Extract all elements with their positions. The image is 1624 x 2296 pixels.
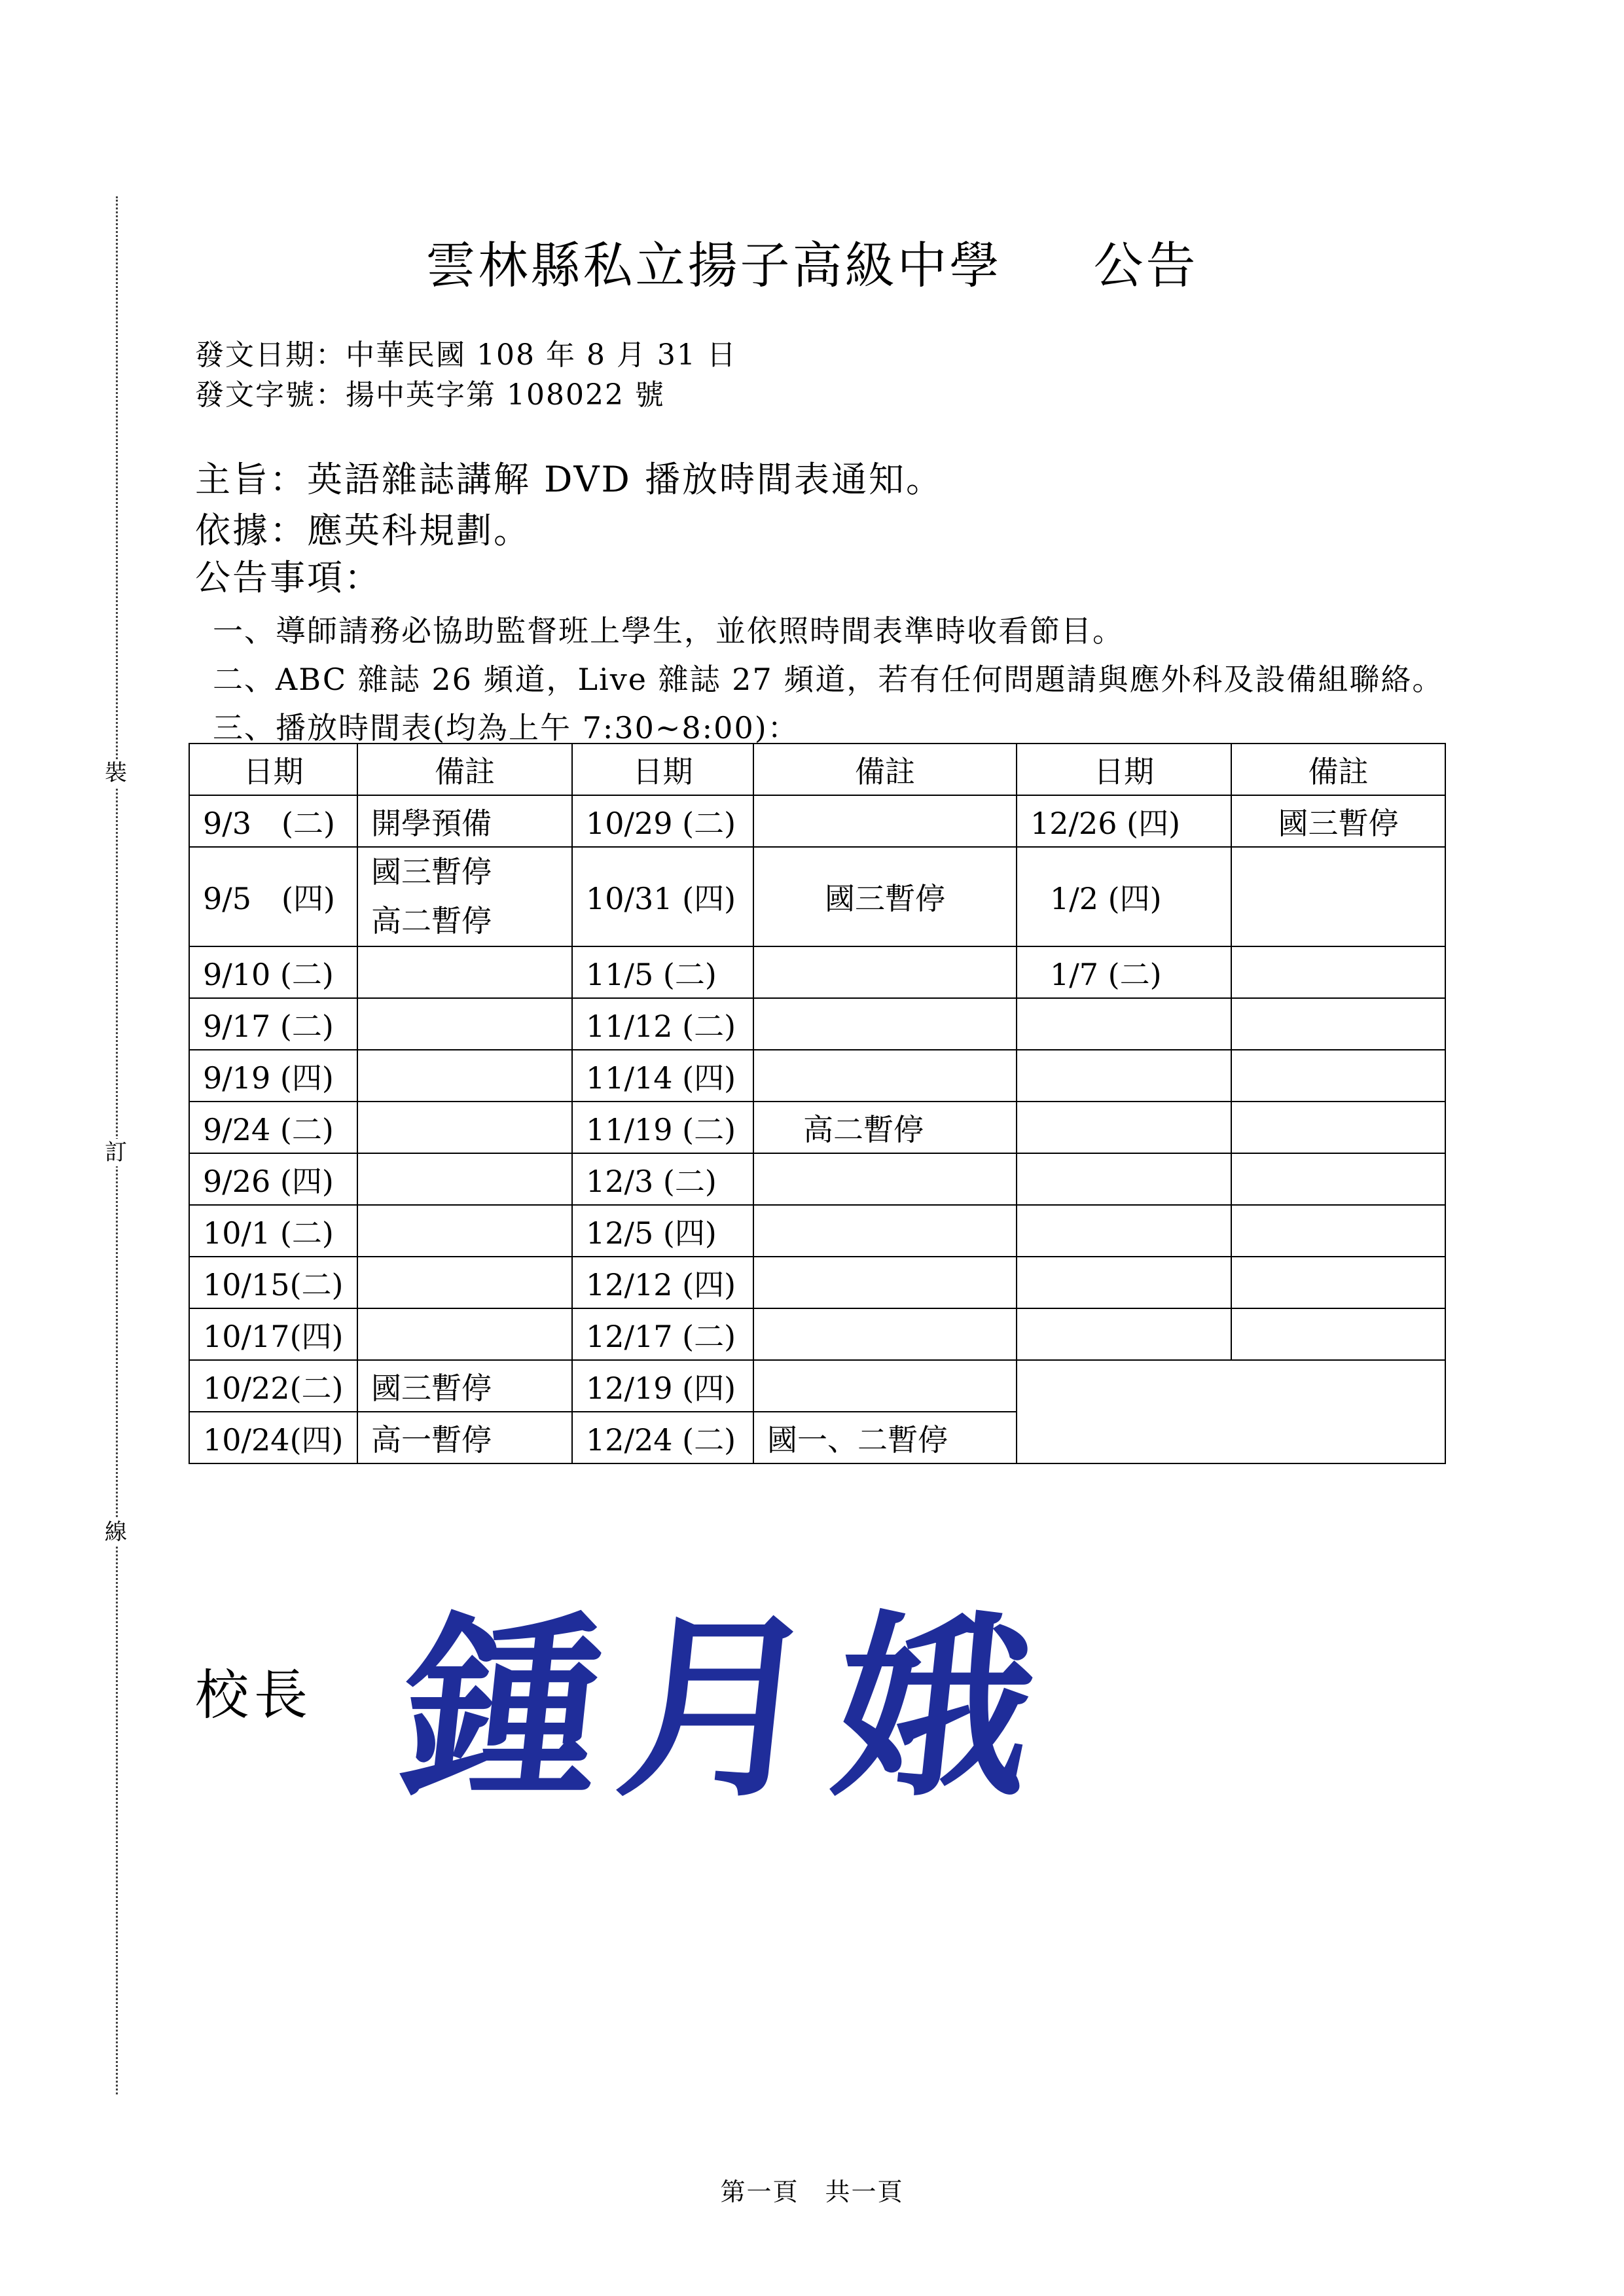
cell-note: [357, 1308, 572, 1360]
header-note-3: 備註: [1231, 744, 1445, 795]
cell-note: [753, 1153, 1017, 1205]
cell-note: [357, 1257, 572, 1308]
document-type: 公告: [1093, 236, 1199, 295]
school-name: 雲林縣私立揚子高級中學: [425, 236, 1002, 295]
cell-note: 高二暫停: [753, 1102, 1017, 1153]
table-row: [189, 1360, 1445, 1412]
cell-note: [753, 1205, 1017, 1257]
table-row: [189, 998, 1445, 1050]
principal-signature: 鍾月娥: [391, 1592, 1065, 1823]
cell-date: 10/1 (二): [189, 1205, 357, 1257]
page-footer: 第一頁 共一頁: [720, 2178, 904, 2206]
cell-note: [753, 1050, 1017, 1102]
cell-note: [1231, 1308, 1445, 1360]
cell-date: 11/19 (二): [572, 1102, 753, 1153]
cell-date: [1017, 1050, 1231, 1102]
cell-date: [1017, 998, 1231, 1050]
principal-label: 校長: [195, 1664, 314, 1727]
cell-note: 國三暫停 高二暫停: [357, 847, 572, 946]
cell-note: 國三暫停: [753, 847, 1017, 946]
item-3: 三、播放時間表(均為上午 7:30~8:00)：: [213, 710, 799, 745]
cell-date: 10/17(四): [189, 1308, 357, 1360]
cell-date: 9/26 (四): [189, 1153, 357, 1205]
document-number: 發文字號：揚中英字第 108022 號: [195, 378, 665, 412]
cell-note: 開學預備: [357, 795, 572, 847]
table-row: [189, 1050, 1445, 1102]
cell-date: 1/7 (二): [1017, 946, 1231, 998]
table-row: [189, 1102, 1445, 1153]
items-heading: 公告事項：: [195, 557, 382, 598]
cell-date: 12/12 (四): [572, 1257, 753, 1308]
header-note-1: 備註: [357, 744, 572, 795]
cell-date: 10/15(二): [189, 1257, 357, 1308]
cell-note: [1231, 1205, 1445, 1257]
cell-note: [753, 946, 1017, 998]
header-date-1: 日期: [189, 744, 357, 795]
cell-date: [1017, 1257, 1231, 1308]
cell-date: 9/3 (二): [189, 795, 357, 847]
cell-note: [357, 1153, 572, 1205]
cell-note: [357, 946, 572, 998]
cell-note: [357, 1205, 572, 1257]
issue-date: 發文日期：中華民國 108 年 8 月 31 日: [195, 338, 737, 372]
cell-note: [1231, 1102, 1445, 1153]
header-note-2: 備註: [753, 744, 1017, 795]
cell-date: 12/26 (四): [1017, 795, 1231, 847]
cell-date: 9/5 (四): [189, 847, 357, 946]
binding-mark-top: 裝: [105, 760, 127, 786]
basis-line: 依據：應英科規劃。: [195, 510, 531, 551]
cell-date: 12/24 (二): [572, 1412, 753, 1463]
item-2: 二、ABC 雜誌 26 頻道，Live 雜誌 27 頻道，若有任何問題請與應外科及設備組聯絡。: [213, 662, 1444, 697]
cell-note: [1231, 847, 1445, 946]
table-row: [189, 795, 1445, 847]
cell-note: [753, 795, 1017, 847]
header-date-3: 日期: [1017, 744, 1231, 795]
document-title: [0, 226, 1624, 297]
cell-note: [753, 998, 1017, 1050]
cell-date: [1017, 1153, 1231, 1205]
binding-mark-bottom: 線: [105, 1519, 127, 1545]
table-row: [189, 1153, 1445, 1205]
cell-date: 10/29 (二): [572, 795, 753, 847]
cell-date: 12/5 (四): [572, 1205, 753, 1257]
header-date-2: 日期: [572, 744, 753, 795]
cell-note: 國三暫停: [1231, 795, 1445, 847]
cell-note: [357, 998, 572, 1050]
cell-date: 10/22(二): [189, 1360, 357, 1412]
binding-mark-middle: 訂: [105, 1139, 127, 1166]
cell-date: 12/3 (二): [572, 1153, 753, 1205]
table-row: [189, 847, 1445, 946]
schedule-table: [189, 743, 1446, 1464]
cell-note: [1231, 1153, 1445, 1205]
table-row: [189, 946, 1445, 998]
cell-date: 9/10 (二): [189, 946, 357, 998]
empty-table-block: [1017, 1360, 1445, 1463]
subject-line: 主旨：英語雜誌講解 DVD 播放時間表通知。: [195, 459, 943, 500]
cell-date: 12/17 (二): [572, 1308, 753, 1360]
cell-date: [1017, 1205, 1231, 1257]
table-row: [189, 1205, 1445, 1257]
table-header-row: [189, 744, 1445, 795]
cell-date: 11/14 (四): [572, 1050, 753, 1102]
cell-note: [753, 1257, 1017, 1308]
cell-date: 10/24(四): [189, 1412, 357, 1463]
cell-date: 10/31 (四): [572, 847, 753, 946]
cell-date: 9/19 (四): [189, 1050, 357, 1102]
table-row: [189, 1308, 1445, 1360]
cell-note: [1231, 1257, 1445, 1308]
cell-note: [753, 1360, 1017, 1412]
cell-note: 國三暫停: [357, 1360, 572, 1412]
cell-note: [1231, 998, 1445, 1050]
cell-note: 高一暫停: [357, 1412, 572, 1463]
cell-date: 11/12 (二): [572, 998, 753, 1050]
cell-date: [1017, 1102, 1231, 1153]
cell-date: [1017, 1308, 1231, 1360]
item-1: 一、導師請務必協助監督班上學生，並依照時間表準時收看節目。: [213, 613, 1124, 649]
cell-date: 12/19 (四): [572, 1360, 753, 1412]
cell-note: [1231, 1050, 1445, 1102]
cell-date: 9/17 (二): [189, 998, 357, 1050]
table-row: [189, 1257, 1445, 1308]
cell-note: 國一、二暫停: [753, 1412, 1017, 1463]
cell-note: [357, 1050, 572, 1102]
cell-note: [753, 1308, 1017, 1360]
cell-note: [1231, 946, 1445, 998]
cell-note: [357, 1102, 572, 1153]
cell-date: 9/24 (二): [189, 1102, 357, 1153]
cell-date: 11/5 (二): [572, 946, 753, 998]
cell-date: 1/2 (四): [1017, 847, 1231, 946]
